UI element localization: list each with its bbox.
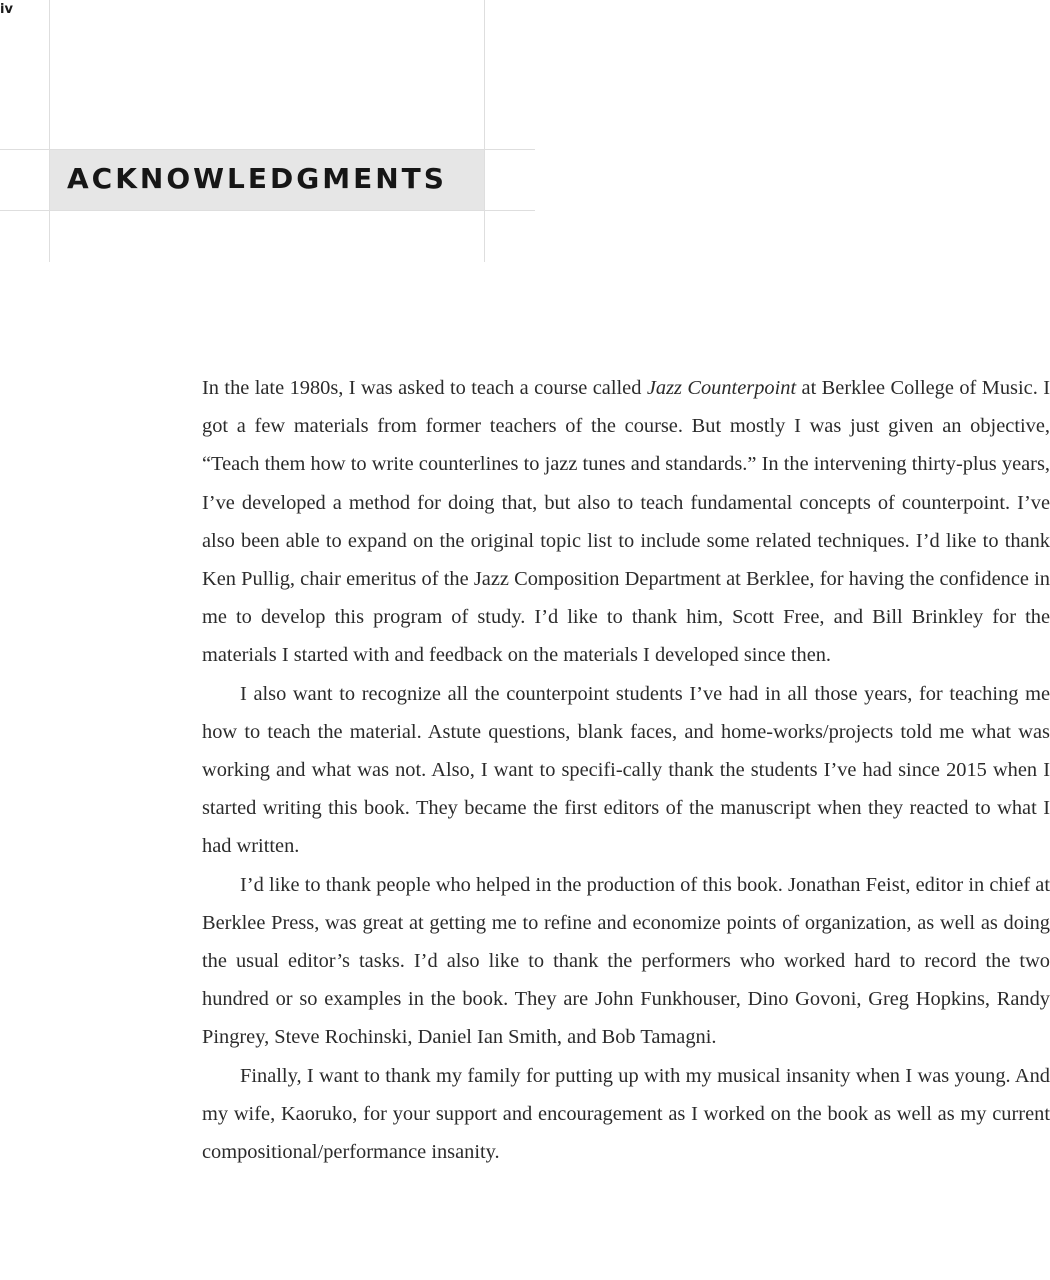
page-title: ACKNOWLEDGMENTS — [67, 162, 447, 195]
grid-line-vertical-left — [49, 0, 50, 262]
paragraph-1-lead: In the late 1980s, I was asked to teach a course called — [202, 377, 647, 399]
paragraph-2: I also want to recognize all the counterpoint students I’ve had in all those years, for teaching me how to teach the material. Astute questions, blank faces, and home-works/projects told me what was working and what was not. Also, I want to specifi-cally thank the students I’ve had since 2015 when I started writing this book. They became the first editors of the manuscript when they reacted to what I had written. — [202, 682, 1050, 858]
paragraph-1 — [202, 369, 1050, 675]
grid-line-vertical-right — [484, 0, 485, 262]
grid-line-horizontal-bottom — [0, 210, 535, 211]
paragraph-1-rest: at Berklee College of Music. I got a few materials from former teachers of the course. But mostly I was just given an objective, “Teach them how to write counterlines to jazz tunes and standards.” In the intervening thirty-plus years, I’ve developed a method for doing that, but also to teach fundamental concepts of counterpoint. I’ve also been able to expand on the original topic list to include some related techniques. I’d like to thank Ken Pullig, chair emeritus of the Jazz Composition Department at Berklee, for having the confidence in me to develop this program of study. I’d like to thank him, Scott Free, and Bill Brinkley for the materials I started with and feedback on the materials I developed since then. — [202, 377, 1050, 667]
paragraph-4: Finally, I want to thank my family for putting up with my musical insanity when I was young. And my wife, Kaoruko, for your support and encouragement as I worked on the book as well as my current compositional/performance insanity. — [202, 1064, 1050, 1164]
course-title: Jazz Counterpoint — [646, 377, 797, 399]
paragraph-3: I’d like to thank people who helped in the production of this book. Jonathan Feist, editor in chief at Berklee Press, was great at getting me to refine and economize points of organization, as well as doing the usual editor’s tasks. I’d also like to thank the performers who worked hard to record the two hundred or so examples in the book. They are John Funkhouser, Dino Govoni, Greg Hopkins, Randy Pingrey, Steve Rochinski, Daniel Ian Smith, and Bob Tamagni. — [202, 873, 1050, 1049]
acknowledgments-body — [202, 369, 1050, 1171]
page-number: iv — [0, 2, 13, 17]
